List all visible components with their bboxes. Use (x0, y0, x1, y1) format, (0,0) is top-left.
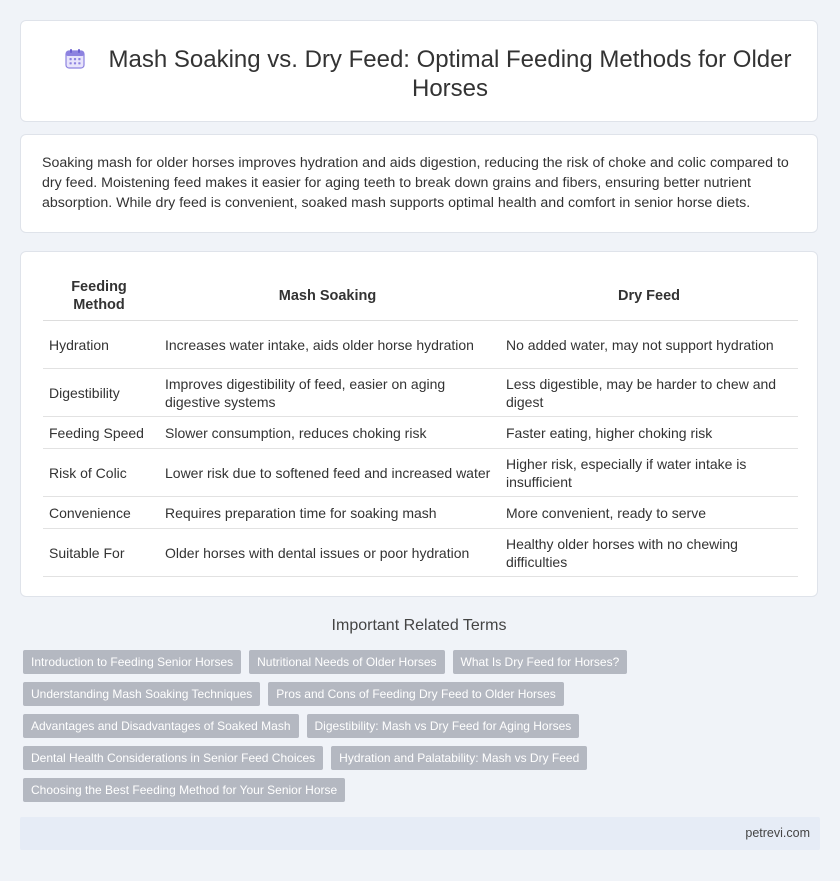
related-term-tag[interactable]: Pros and Cons of Feeding Dry Feed to Older Horses (268, 682, 563, 706)
row-label: Suitable For (43, 529, 155, 577)
row-label: Digestibility (43, 369, 155, 417)
intro-card (20, 134, 818, 233)
related-term-tag[interactable]: Advantages and Disadvantages of Soaked Mash (23, 714, 299, 738)
page-title: Mash Soaking vs. Dry Feed: Optimal Feeding Methods for Older Horses (108, 46, 792, 102)
footer (20, 817, 820, 850)
footer-site-link[interactable]: petrevi.com (745, 826, 810, 840)
related-terms-list (23, 650, 663, 802)
table-row (43, 321, 798, 369)
mash-cell: Requires preparation time for soaking mash (155, 497, 500, 529)
title-card (20, 20, 818, 122)
header-mash-soaking: Mash Soaking (155, 274, 500, 321)
mash-cell: Slower consumption, reduces choking risk (155, 417, 500, 449)
table-row (43, 449, 798, 497)
table-row (43, 369, 798, 417)
related-term-tag[interactable]: Choosing the Best Feeding Method for Your Senior Horse (23, 778, 345, 802)
row-label: Hydration (43, 321, 155, 369)
header-dry-feed: Dry Feed (500, 274, 798, 321)
dry-cell: Higher risk, especially if water intake is insufficient (500, 449, 798, 497)
related-term-tag[interactable]: Hydration and Palatability: Mash vs Dry Feed (331, 746, 587, 770)
related-term-tag[interactable]: Nutritional Needs of Older Horses (249, 650, 444, 674)
related-term-tag[interactable]: Digestibility: Mash vs Dry Feed for Aging Horses (307, 714, 580, 738)
dry-cell: Less digestible, may be harder to chew and digest (500, 369, 798, 417)
table-row (43, 529, 798, 577)
related-term-tag[interactable]: Dental Health Considerations in Senior Feed Choices (23, 746, 323, 770)
related-term-tag[interactable]: What Is Dry Feed for Horses? (453, 650, 628, 674)
row-label: Convenience (43, 497, 155, 529)
mash-cell: Older horses with dental issues or poor hydration (155, 529, 500, 577)
mash-cell: Improves digestibility of feed, easier on aging digestive systems (155, 369, 500, 417)
table-row (43, 497, 798, 529)
row-label: Risk of Colic (43, 449, 155, 497)
intro-paragraph: Soaking mash for older horses improves hydration and aids digestion, reducing the risk of choke and colic compared to dry feed. Moistening feed makes it easier for aging teeth to break down grains and fibers, ensuring better nutrient absorption. While dry feed is convenient, soaked mash supports optimal health and comfort in senior horse diets. (42, 155, 789, 211)
calendar-icon (63, 47, 87, 71)
comparison-table (43, 274, 798, 577)
mash-cell: Lower risk due to softened feed and increased water (155, 449, 500, 497)
related-term-tag[interactable]: Introduction to Feeding Senior Horses (23, 650, 241, 674)
dry-cell: No added water, may not support hydration (500, 321, 798, 369)
row-label: Feeding Speed (43, 417, 155, 449)
related-terms-heading: Important Related Terms (331, 617, 507, 634)
dry-cell: Healthy older horses with no chewing difficulties (500, 529, 798, 577)
dry-cell: More convenient, ready to serve (500, 497, 798, 529)
comparison-table-card (20, 251, 818, 597)
table-row (43, 417, 798, 449)
related-term-tag[interactable]: Understanding Mash Soaking Techniques (23, 682, 260, 706)
header-feeding-method: Feeding Method (43, 274, 155, 321)
table-header-row (43, 274, 798, 321)
dry-cell: Faster eating, higher choking risk (500, 417, 798, 449)
mash-cell: Increases water intake, aids older horse hydration (155, 321, 500, 369)
